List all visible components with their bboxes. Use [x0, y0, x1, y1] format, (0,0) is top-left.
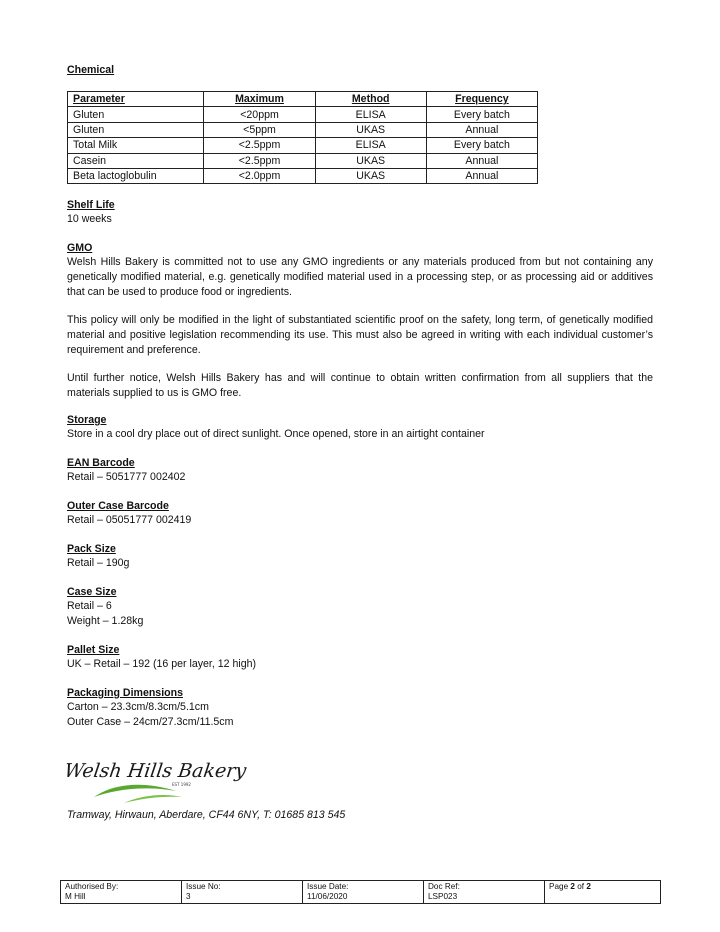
case-size-weight: Weight – 1.28kg [67, 615, 144, 627]
table-header-row [68, 92, 538, 107]
column-header: Maximum [204, 92, 315, 107]
doc-ref-value: LSP023 [428, 892, 458, 901]
table-cell: <2.5ppm [204, 138, 315, 153]
chemical-heading: Chemical [67, 64, 115, 76]
issue-date-value: 11/06/2020 [307, 892, 348, 901]
table-cell: Every batch [426, 107, 537, 122]
outer-case-barcode-value: Retail – 05051777 002419 [67, 514, 192, 526]
footer-page-cell [545, 881, 661, 904]
table-cell: Annual [426, 122, 537, 137]
table-cell: Gluten [68, 122, 204, 137]
table-cell: Total Milk [68, 138, 204, 153]
logo-graphic [62, 753, 248, 809]
logo-wordmark: Welsh Hills Bakery [62, 759, 248, 782]
table-row [68, 153, 538, 168]
table-cell: Every batch [426, 138, 537, 153]
ean-barcode-value: Retail – 5051777 002402 [67, 471, 186, 483]
storage-value: Store in a cool dry place out of direct sunlight. Once opened, store in an airtight container [67, 428, 485, 440]
table-row [68, 168, 538, 183]
gmo-paragraph-2: This policy will only be modified in the light of substantiated scientific proof on the safety, long term, of genetically modified material and positive legislation recommending its use. This must also be agreed in writing with each individual customer’s requirement and preference. [67, 314, 653, 356]
table-row [68, 107, 538, 122]
shelf-life-value: 10 weeks [67, 213, 112, 225]
gmo-paragraph-3: Until further notice, Welsh Hills Bakery has and will continue to obtain written confirmation from all suppliers that the materials supplied to us is GMO free. [67, 372, 653, 399]
table-cell: <2.0ppm [204, 168, 315, 183]
storage-heading: Storage [67, 414, 107, 426]
table-cell: Casein [68, 153, 204, 168]
pack-size-value: Retail – 190g [67, 557, 130, 569]
table-cell: UKAS [315, 122, 426, 137]
issue-date-label: Issue Date: [307, 882, 349, 891]
gmo-paragraph-1: Welsh Hills Bakery is committed not to use any GMO ingredients or any materials produced from but not containing any genetically modified material, e.g. genetically modified material used in a processing step, or as processing aid or additives that can be used to produce food or ingredients. [67, 256, 653, 298]
case-size-heading: Case Size [67, 586, 117, 598]
table-cell: <5ppm [204, 122, 315, 137]
table-cell: Gluten [68, 107, 204, 122]
table-cell: ELISA [315, 138, 426, 153]
table-cell: UKAS [315, 168, 426, 183]
shelf-life-heading: Shelf Life [67, 199, 115, 211]
table-row [68, 122, 538, 137]
pallet-size-heading: Pallet Size [67, 644, 120, 656]
footer-issue-date-cell [303, 881, 424, 904]
column-header: Method [315, 92, 426, 107]
table-row [68, 138, 538, 153]
footer-doc-ref-cell [424, 881, 545, 904]
doc-ref-label: Doc Ref: [428, 882, 460, 891]
table-cell: <2.5ppm [204, 153, 315, 168]
authorised-value: M Hill [65, 892, 86, 901]
authorised-label: Authorised By: [65, 882, 119, 891]
gmo-heading: GMO [67, 242, 93, 254]
footer-issue-no-cell [182, 881, 303, 904]
table-cell: Annual [426, 153, 537, 168]
outer-case-barcode-heading: Outer Case Barcode [67, 500, 169, 512]
page-total: 2 [586, 882, 591, 891]
chemical-table [67, 91, 538, 184]
pack-size-heading: Pack Size [67, 543, 116, 555]
packaging-dimensions-heading: Packaging Dimensions [67, 687, 183, 699]
table-cell: Beta lactoglobulin [68, 168, 204, 183]
column-header: Frequency [426, 92, 537, 107]
company-address: Tramway, Hirwaun, Aberdare, CF44 6NY, T: 01685 813 545 [67, 809, 346, 821]
page-label: Page [549, 882, 569, 891]
issue-no-label: Issue No: [186, 882, 221, 891]
page-current: 2 [570, 882, 575, 891]
issue-no-value: 3 [186, 892, 191, 901]
table-cell: <20ppm [204, 107, 315, 122]
case-size-retail: Retail – 6 [67, 600, 112, 612]
column-header: Parameter [68, 92, 204, 107]
table-cell: ELISA [315, 107, 426, 122]
logo-hill-swoosh [124, 795, 182, 803]
document-footer [60, 880, 661, 904]
carton-dimensions: Carton – 23.3cm/8.3cm/5.1cm [67, 701, 209, 713]
page-of: of [577, 882, 585, 891]
outer-case-dimensions: Outer Case – 24cm/27.3cm/11.5cm [67, 716, 234, 728]
logo-est: EST 1992 [172, 782, 191, 787]
footer-authorised-cell [61, 881, 182, 904]
table-cell: Annual [426, 168, 537, 183]
company-logo [62, 753, 248, 809]
pallet-size-value: UK – Retail – 192 (16 per layer, 12 high) [67, 658, 257, 670]
table-cell: UKAS [315, 153, 426, 168]
ean-barcode-heading: EAN Barcode [67, 457, 135, 469]
